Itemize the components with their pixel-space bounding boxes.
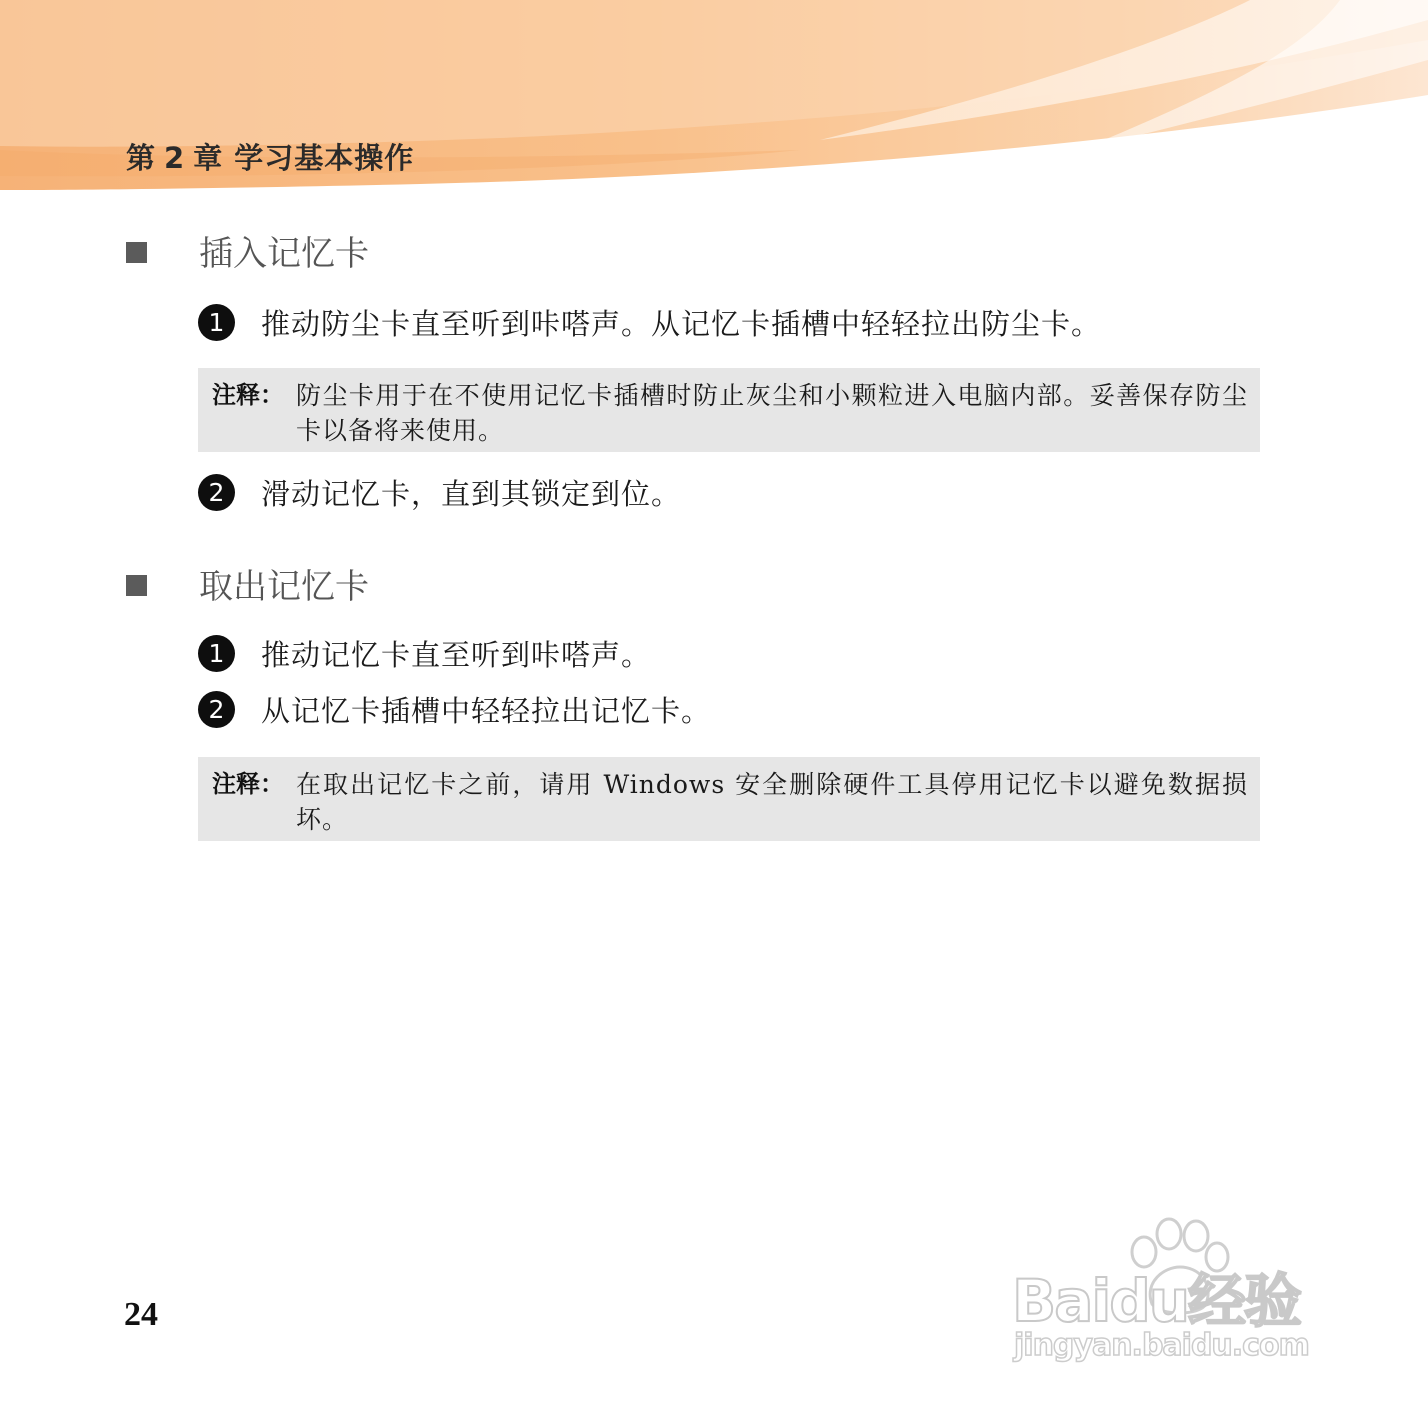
step-text: 推动防尘卡直至听到咔嗒声。从记忆卡插槽中轻轻拉出防尘卡。 bbox=[261, 307, 1102, 341]
chapter-prefix: 第 bbox=[126, 141, 157, 175]
section-heading-insert bbox=[126, 226, 369, 275]
note-label: 注释： bbox=[212, 770, 284, 798]
section-heading-text: 插入记忆卡 bbox=[199, 234, 369, 274]
step-text: 滑动记忆卡，直到其锁定到位。 bbox=[261, 477, 682, 511]
chapter-title bbox=[126, 136, 414, 177]
note-text: 在取出记忆卡之前，请用 Windows 安全删除硬件工具停用记忆卡以避免数据损坏。 bbox=[296, 770, 1248, 834]
step-number-badge: 2 bbox=[198, 474, 235, 511]
note-box bbox=[198, 757, 1260, 841]
note-box bbox=[198, 368, 1260, 452]
watermark-url: jingyan.baidu.com bbox=[1014, 1328, 1309, 1363]
page-number: 24 bbox=[124, 1296, 158, 1333]
baidu-watermark bbox=[1006, 1212, 1346, 1382]
square-bullet-icon bbox=[126, 242, 147, 263]
note-text: 防尘卡用于在不使用记忆卡插槽时防止灰尘和小颗粒进入电脑内部。妥善保存防尘卡以备将来使用。 bbox=[296, 381, 1248, 445]
chapter-number: 2 bbox=[164, 141, 186, 175]
section-heading-text: 取出记忆卡 bbox=[199, 567, 369, 607]
step-text: 推动记忆卡直至听到咔嗒声。 bbox=[261, 638, 652, 672]
step-number-badge: 1 bbox=[198, 304, 235, 341]
step-text: 从记忆卡插槽中轻轻拉出记忆卡。 bbox=[261, 694, 712, 728]
chapter-header-band bbox=[0, 0, 1428, 200]
section-heading-remove bbox=[126, 559, 369, 608]
step-item bbox=[198, 302, 1101, 343]
watermark-brand: Baidu经验 bbox=[1012, 1267, 1301, 1335]
step-number-badge: 1 bbox=[198, 635, 235, 672]
square-bullet-icon bbox=[126, 575, 147, 596]
chapter-name: 章 学习基本操作 bbox=[193, 141, 415, 175]
step-item bbox=[198, 689, 711, 730]
note-label: 注释： bbox=[212, 381, 284, 409]
step-item bbox=[198, 633, 651, 674]
step-number-badge: 2 bbox=[198, 691, 235, 728]
step-item bbox=[198, 472, 681, 513]
